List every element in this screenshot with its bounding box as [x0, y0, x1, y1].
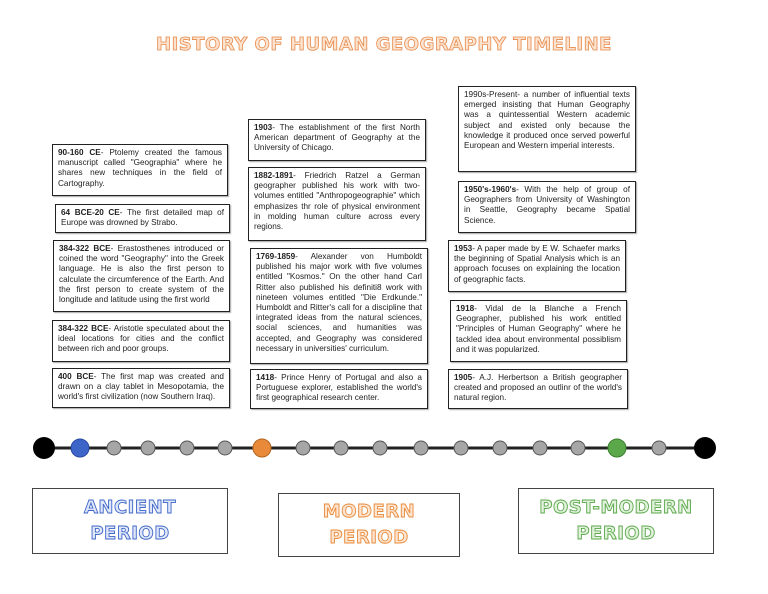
timeline-dot: [334, 441, 348, 455]
event-text: - The establishment of the first North American department of Geography at the University of Chicago.: [254, 123, 420, 153]
timeline-dot: [493, 441, 507, 455]
event-text: - Friedrich Ratzel a German geographer published his work with two-volumes entitled "Anthropogeographie" which emphasizes thr role of physical environment in molding human culture across every regions.: [254, 171, 420, 232]
event-text: - The first map was created and drawn on a clay tablet in Mesopotamia, the world's first civilization (now Southern Iraq).: [58, 372, 224, 402]
timeline-end-dot-right: [694, 437, 716, 459]
event-text: - Prince Henry of Portugal and also a Portuguese explorer, established the world's first geographical research center.: [256, 373, 422, 403]
timeline-dot: [571, 441, 585, 455]
event-text: - Vidal de la Blanche a French Geographer, published his work entitled "Principles of Human Geography" where he tackled idea about environmental possiblism and it was popularized.: [456, 304, 621, 354]
event-date: 400 BCE: [58, 372, 94, 381]
event-date: 1950's-1960's: [464, 185, 517, 194]
event-text: 1990s-Present- a number of influential texts emerged insisting that Human Geography was a quintessential Western academic subject and existed only because the knowledge it produced once served powerful European and Western imperial interests.: [464, 90, 630, 151]
event-date: 1418: [256, 373, 275, 382]
event-text: - Aristotle speculated about the ideal locations for cities and the conflict between rich and poor groups.: [58, 324, 225, 354]
period-modern: [278, 493, 460, 557]
page-title: HISTORY OF HUMAN GEOGRAPHY TIMELINE: [156, 34, 612, 55]
event-text: - The first detailed map of Europe was drowned by Strabo.: [61, 208, 225, 228]
timeline-dot: [107, 441, 121, 455]
period-post-modern-label: POST-MODERN PERIOD: [539, 497, 693, 544]
event-text: - A paper made by E W. Schaefer marks the beginning of Spatial Analysis which is an approach focuses on explaining the location of geographic facts.: [454, 244, 620, 284]
event-date: 1903: [254, 123, 273, 132]
event-date: 64 BCE-20 CE: [61, 208, 120, 217]
period-ancient: [32, 488, 228, 554]
period-modern-label: MODERN PERIOD: [322, 501, 416, 548]
event-text: - Alexander von Humboldt published his major work with five volumes entitled "Kosmos." On the other hand Carl Ritter also published his definiti8 work with nineteen volumes entitled "Die Erdkunde." Humboldt and Ritter's call for a discipline that integrated ideas from the natural sciences, social sciences, and humanities was accepted, and Geography was considered necessary in universities' curriculum.: [256, 252, 422, 353]
timeline-dot: [652, 441, 666, 455]
timeline-dot-post-modern: [608, 439, 626, 457]
period-ancient-label: ANCIENT PERIOD: [83, 497, 177, 544]
timeline-dot: [180, 441, 194, 455]
event-date: 1918: [456, 304, 475, 313]
timeline-dot: [296, 441, 310, 455]
event-date: 1882-1891: [254, 171, 294, 180]
timeline-dot: [454, 441, 468, 455]
period-post-modern: [518, 488, 714, 554]
timeline-dot: [533, 441, 547, 455]
event-text: - Ptolemy created the famous manuscript called "Geographia" where he shares new techniques in the field of Cartography.: [58, 148, 222, 188]
event-text: - A.J. Herbertson a British geographer created and proposed an outlinr of the world's natural region.: [454, 373, 622, 403]
event-text: - Erastosthenes introduced or coined the word "Geography" into the Greek language. He is also the first person to calculate the circumference of the Earth. And the first person to create system of the longitude and latitude using the first world: [59, 244, 225, 305]
event-date: 384-322 BCE: [58, 324, 109, 333]
timeline-dot: [218, 441, 232, 455]
event-date: 1769-1859: [256, 252, 296, 261]
timeline-end-dot-left: [33, 437, 55, 459]
event-date: 1953: [454, 244, 473, 253]
timeline-dot: [414, 441, 428, 455]
event-text: - With the help of group of Geographers from University of Washington in Seattle, Geography became Spatial Science.: [464, 185, 630, 225]
timeline-dot-modern: [253, 439, 271, 457]
timeline-dot: [141, 441, 155, 455]
timeline-dot-ancient: [71, 439, 89, 457]
event-date: 1905: [454, 373, 473, 382]
event-date: 384-322 BCE: [59, 244, 111, 253]
timeline-dot: [373, 441, 387, 455]
event-date: 90-160 CE: [58, 148, 101, 157]
